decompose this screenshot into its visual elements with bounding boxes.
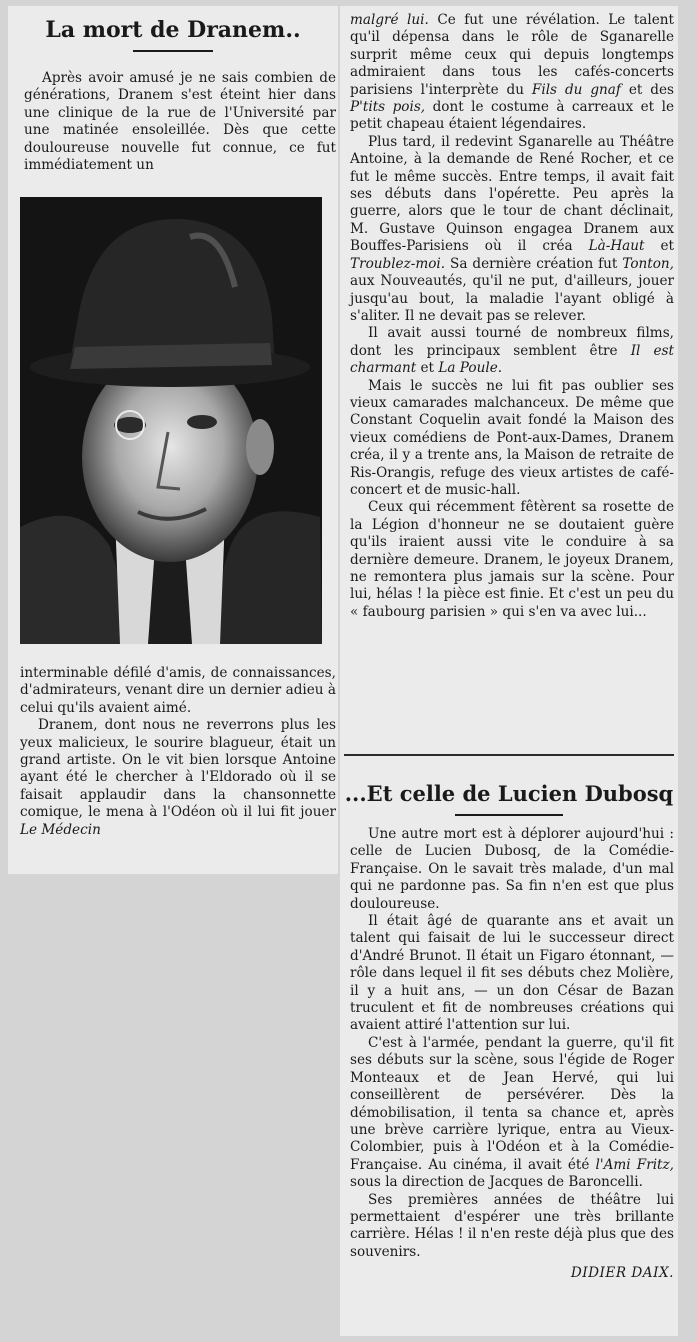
- dranem-portrait-photo: [20, 197, 322, 644]
- article2-p1: Une autre mort est à déplorer aujourd'hui : celle de Lucien Dubosq, de la Comédie-Française. On le savait très malade, d'un mal qui ne pardonne pas. Sa fin n'en est que plus douloureuse.: [350, 826, 674, 912]
- article1-after-photo-block: [20, 665, 336, 839]
- article-separator: [344, 754, 674, 756]
- article2-title: ...Et celle de Lucien Dubosq: [344, 781, 674, 806]
- signature: DIDIER DAIX.: [570, 1265, 674, 1282]
- title-rule: [133, 50, 213, 52]
- article1-p6: Ceux qui récemment fêtèrent sa rosette de la Légion d'honneur ne se doutaient guère qu'ils iraient aussi vite le conduire à sa dernière demeure. Dranem, le joyeux Dranem, ne remontera plus jamais sur la scène. Pour lui, hélas ! la pièce est finie. Et c'est un peu du « faubourg parisien » qui s'en va avec lui...: [350, 499, 674, 620]
- article1-after-photo: interminable défilé d'amis, de connaissances, d'admirateurs, venant dire un dernier adieu à celui qu'ils avaient aimé.: [20, 665, 336, 716]
- article1-p5: Mais le succès ne lui fit pas oublier ses vieux camarades malchanceux. De même que Constant Coquelin avait fondé la Maison des vieux comédiens de Pont-aux-Dames, Dranem créa, il y a trente ans, la Maison de retraite de Ris-Orangis, refuge des vieux artistes de café-concert et de music-hall.: [350, 377, 674, 498]
- article1-intro-block: [24, 70, 336, 174]
- article2-title-rule: [455, 814, 563, 816]
- article2-body: [350, 826, 674, 1281]
- article1-continuation: [350, 12, 674, 621]
- article1-title: La mort de Dranem..: [45, 17, 301, 43]
- article2-p4: Ses premières années de théâtre lui permettaient d'espérer une très brillante carrière. Hélas ! il n'en reste déjà plus que des souvenirs.: [350, 1191, 674, 1260]
- article1-p3: Plus tard, il redevint Sganarelle au Théâtre Antoine, à la demande de René Rocher, et ce fut le même succès. Entre temps, il avait fait ses débuts dans l'opérette. Peu après la guerre, alors que le tour de chant déclinait, M. Gustave Quinson engagea Dranem aux Bouffes-Parisiens où il créa Là-Haut et Troublez-moi. Sa dernière création fut Tonton, aux Nouveautés, qu'il ne put, d'ailleurs, jouer jusqu'au bout, la maladie l'ayant obligé à s'aliter. Il ne devait pas se relever.: [350, 133, 674, 324]
- article1-p2-continued: malgré lui. Ce fut une révélation. Le talent qu'il dépensa dans le rôle de Sganarelle surprit même ceux qui depuis longtemps admiraient dans tous les cafés-concerts parisiens l'interprète du Fils du gnaf et des P'tits pois, dont le costume à carreaux et le petit chapeau étaient légendaires.: [350, 12, 674, 133]
- article1-p4: Il avait aussi tourné de nombreux films, dont les principaux semblent être Il est charmant et La Poule.: [350, 325, 674, 377]
- right-column-clipping: [340, 6, 678, 1336]
- portrait-image: [20, 197, 322, 644]
- article1-intro: Après avoir amusé je ne sais combien de générations, Dranem s'est éteint hier dans une clinique de la rue de l'Université par une matinée ensoleillée. Dès que cette douloureuse nouvelle fut connue, ce fut immédiatement un: [24, 70, 336, 174]
- article1-p2: Dranem, dont nous ne reverrons plus les yeux malicieux, le sourire blagueur, était un grand artiste. On le vit bien lorsque Antoine ayant été le chercher à l'Eldorado où il se faisait applaudir dans la chansonnette comique, le mena à l'Odéon où il lui fit jouer Le Médecin: [20, 717, 336, 838]
- article2-p3: C'est à l'armée, pendant la guerre, qu'il fit ses débuts sur la scène, sous l'égide de Roger Monteaux et de Jean Hervé, qui lui conseillèrent de persévérer. Dès la démobilisation, il tenta sa chance et, après une brève carrière lyrique, entra au Vieux-Colombier, puis à l'Odéon et à la Comédie-Française. Au cinéma, il avait été l'Ami Fritz, sous la direction de Jacques de Baroncelli.: [350, 1034, 674, 1191]
- article2-p2: Il était âgé de quarante ans et avait un talent qui faisait de lui le successeur direct d'André Brunot. Il était un Figaro étonnant, — rôle dans lequel il fit ses débuts chez Molière, il y a huit ans, — un don César de Bazan truculent et fit de nombreuses créations qui avaient attiré l'attention sur lui.: [350, 913, 674, 1034]
